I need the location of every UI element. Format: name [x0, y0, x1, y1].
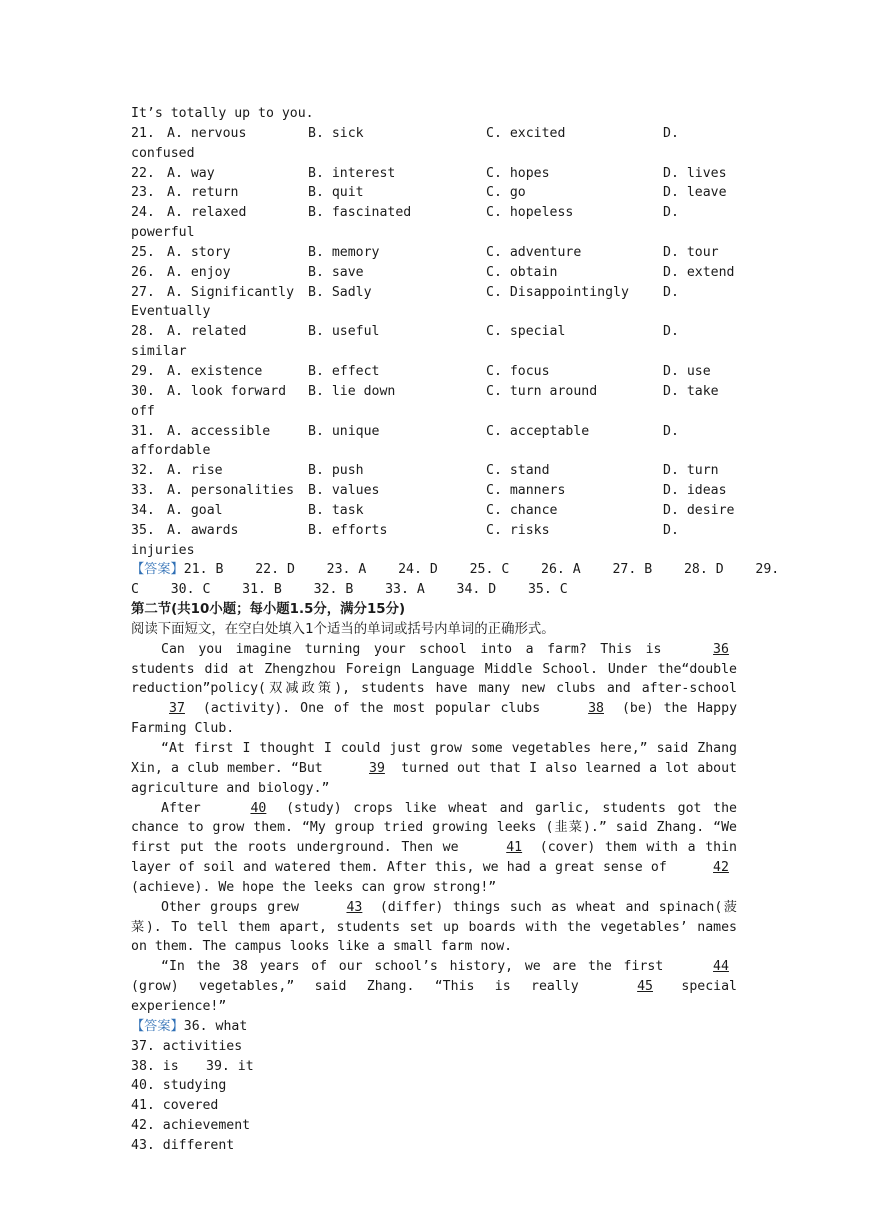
option-c: C. special [486, 324, 566, 340]
answers-1-line1 [131, 560, 780, 580]
option-a: A. relaxed [167, 205, 247, 221]
option-b: B. memory [308, 244, 380, 260]
option-c: C. stand [486, 463, 550, 479]
question-number: 22. [131, 165, 155, 181]
question-number: 26. [131, 264, 155, 280]
question-number: 33. [131, 483, 155, 499]
option-d-wrap: confused [131, 145, 195, 161]
option-d: D. turn [663, 463, 719, 479]
blank-39: 39 [369, 760, 385, 776]
option-d: D. extend [663, 264, 735, 280]
passage-text: (cover) them with a thin layer of soil and watered them. After this, we had a great sense of [131, 840, 737, 876]
option-c: C. manners [486, 483, 566, 499]
question-row [131, 422, 737, 442]
option-a: A. personalities [167, 483, 295, 499]
option-d-wrap: powerful [131, 225, 195, 241]
option-c: C. adventure [486, 244, 582, 260]
question-row [131, 501, 737, 521]
answer-43: 43. different [131, 1137, 235, 1153]
question-row [131, 124, 737, 144]
option-a: A. awards [167, 522, 239, 538]
passage-text: (grow) vegetables,” said Zhang. “This is really [131, 979, 600, 995]
passage-text: “At first I thought I could just grow some vegetables here,” said Zhang Xin, a club member. “But [131, 741, 737, 776]
passage-text: After [161, 800, 213, 816]
option-b: B. task [308, 502, 364, 518]
instruction: 阅读下面短文，在空白处填入1个适当的单词或括号内单词的正确形式。 [131, 621, 555, 637]
question-number: 28. [131, 324, 155, 340]
answer-tag: 【答案】 [131, 562, 184, 578]
option-b: B. sick [308, 125, 364, 141]
option-d: D. [663, 125, 679, 141]
option-c: C. focus [486, 363, 550, 379]
option-d: D. [663, 284, 679, 300]
option-a: A. return [167, 185, 239, 201]
option-d: D. lives [663, 165, 727, 181]
option-c: C. excited [486, 125, 566, 141]
option-a: A. rise [167, 463, 223, 479]
passage-text: students did at Zhengzhou Foreign Language Middle School. Under the“double reduction”policy(双减政策), students have many new clubs and after-school [131, 661, 737, 697]
passage-text: Can you imagine turning your school into a farm? This is [161, 641, 675, 657]
answer-tag: 【答案】 [131, 1018, 184, 1034]
option-c: C. acceptable [486, 423, 590, 439]
question-row [131, 164, 737, 184]
option-d: D. [663, 522, 679, 538]
question-number: 23. [131, 185, 155, 201]
option-d: D. [663, 205, 679, 221]
option-c: C. chance [486, 502, 558, 518]
option-c: C. hopes [486, 165, 550, 181]
blank-43: 43 [346, 899, 363, 915]
passage-paragraph-3 [131, 799, 737, 898]
option-d-wrap: injuries [131, 542, 195, 558]
question-row [131, 183, 737, 203]
blank-45: 45 [637, 979, 653, 995]
option-b: B. Sadly [308, 284, 372, 300]
blank-41: 41 [506, 840, 523, 856]
document-page [131, 104, 780, 1156]
option-b: B. push [308, 463, 364, 479]
question-row [131, 461, 737, 481]
question-row [131, 362, 737, 382]
option-b: B. effect [308, 363, 380, 379]
option-a: A. enjoy [167, 264, 231, 280]
question-number: 24. [131, 205, 155, 221]
option-c: C. risks [486, 522, 550, 538]
option-a: A. way [167, 165, 215, 181]
question-row [131, 203, 737, 223]
option-d: D. ideas [663, 483, 727, 499]
question-row [131, 283, 737, 303]
option-c: C. turn around [486, 383, 598, 399]
option-a: A. accessible [167, 423, 271, 439]
section-title: 第二节(共10小题；每小题1.5分，满分15分) [131, 602, 406, 618]
intro-line: It’s totally up to you. [131, 106, 314, 121]
passage-text: special experience!” [131, 979, 737, 1014]
answer-38: 38. is [131, 1058, 179, 1074]
option-a: A. Significantly [167, 284, 295, 300]
passage-text: “In the 38 years of our school’s history, we are the first [161, 959, 675, 975]
question-row [131, 243, 737, 263]
option-d: D. take [663, 383, 719, 399]
answer-40: 40. studying [131, 1078, 227, 1094]
answer-37: 37. activities [131, 1038, 243, 1054]
question-row [131, 521, 737, 541]
option-c: C. hopeless [486, 205, 574, 221]
option-a: A. nervous [167, 125, 247, 141]
passage-text: (achieve). We hope the leeks can grow strong!” [131, 879, 497, 895]
question-number: 29. [131, 363, 155, 379]
option-d-wrap: affordable [131, 443, 211, 459]
answer-36: 36. what [183, 1018, 248, 1034]
passage-paragraph-5 [131, 957, 737, 1017]
passage-paragraph-2 [131, 739, 737, 799]
option-d: D. leave [663, 185, 727, 201]
answer-41: 41. covered [131, 1098, 219, 1114]
option-c: C. obtain [486, 264, 558, 280]
option-d-wrap: Eventually [131, 304, 211, 320]
option-b: B. fascinated [308, 205, 412, 221]
option-d-wrap: off [131, 403, 155, 419]
option-b: B. useful [308, 324, 380, 340]
question-number: 30. [131, 383, 155, 399]
option-d: D. tour [663, 244, 719, 260]
answers-2-line3 [131, 1057, 737, 1077]
option-a: A. goal [167, 502, 223, 518]
passage-text: (study) crops like wheat and garlic, students got the chance to grow them. “My group tried growing leeks (韭菜).” said Zhang. “We first put the roots underground. Then we [131, 800, 737, 856]
passage-text: Other groups grew [161, 899, 309, 915]
answer-39: 39. it [206, 1058, 254, 1074]
option-a: A. story [167, 244, 231, 260]
option-b: B. lie down [308, 383, 396, 399]
question-number: 25. [131, 244, 155, 260]
question-row [131, 481, 737, 501]
option-c: C. go [486, 185, 526, 201]
option-d-wrap: similar [131, 344, 187, 360]
question-row [131, 382, 737, 402]
option-a: A. look forward [167, 383, 287, 399]
passage-text: turned out that I also learned a lot about agriculture and biology.” [131, 760, 737, 796]
option-b: B. interest [308, 165, 396, 181]
blank-42: 42 [713, 860, 729, 876]
option-b: B. unique [308, 423, 380, 439]
blank-38: 38 [588, 701, 604, 717]
option-b: B. save [308, 264, 364, 280]
passage-text: (differ) things such as wheat and spinach(菠菜). To tell them apart, students set up boards with the vegetables’ names on them. The campus looks like a small farm now. [131, 899, 737, 955]
blank-40: 40 [250, 800, 267, 816]
question-number: 35. [131, 522, 155, 538]
option-b: B. values [308, 483, 380, 499]
answers-1-text: 21. B 22. D 23. A 24. D 25. C 26. A 27. B 28. D 29. [183, 562, 780, 578]
passage-paragraph-1 [131, 640, 737, 739]
answers-1-line2: C 30. C 31. B 32. B 33. A 34. D 35. C [131, 582, 568, 598]
blank-44: 44 [713, 959, 729, 975]
option-d: D. [663, 423, 679, 439]
option-a: A. existence [167, 363, 263, 379]
option-b: B. efforts [308, 522, 388, 538]
question-number: 34. [131, 502, 155, 518]
question-row [131, 322, 737, 342]
option-b: B. quit [308, 185, 364, 201]
answers-2-line1 [131, 1017, 737, 1037]
option-a: A. related [167, 324, 247, 340]
option-c: C. Disappointingly [486, 284, 629, 300]
question-number: 31. [131, 423, 155, 439]
question-number: 32. [131, 463, 155, 479]
option-d: D. desire [663, 502, 735, 518]
question-list [131, 124, 737, 561]
answer-42: 42. achievement [131, 1118, 251, 1134]
blank-37: 37 [169, 701, 185, 717]
option-d: D. use [663, 363, 711, 379]
passage-text: (activity). One of the most popular clubs [193, 701, 551, 717]
question-number: 27. [131, 284, 155, 300]
question-row [131, 263, 737, 283]
blank-36: 36 [713, 641, 729, 657]
passage-text: (be) the Happy Farming Club. [131, 701, 738, 737]
question-number: 21. [131, 125, 155, 141]
passage-paragraph-4 [131, 898, 737, 958]
option-d: D. [663, 324, 679, 340]
